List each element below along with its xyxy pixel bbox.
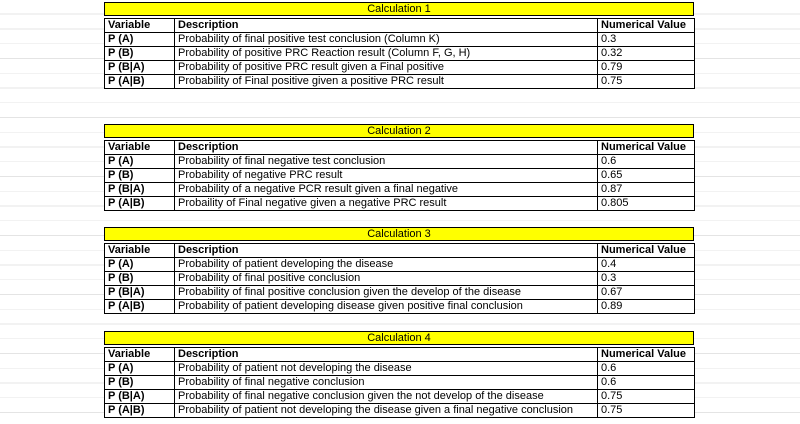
value-cell[interactable]: 0.79 [598, 61, 695, 75]
description-cell[interactable]: Probability of patient not developing the disease [175, 362, 598, 376]
table-row [105, 390, 695, 404]
variable-cell[interactable]: P (A|B) [105, 404, 175, 418]
table-row [105, 300, 695, 314]
value-cell[interactable]: 0.4 [598, 258, 695, 272]
description-cell[interactable]: Probaility of Final negative given a negative PRC result [175, 197, 598, 211]
table-title[interactable]: Calculation 1 [104, 2, 694, 16]
header-row [105, 244, 695, 258]
table-row [105, 404, 695, 418]
column-header-value[interactable]: Numerical Value [598, 141, 695, 155]
calc-grid [104, 140, 695, 211]
table-row [105, 258, 695, 272]
value-cell[interactable]: 0.75 [598, 75, 695, 89]
table-row [105, 169, 695, 183]
variable-cell[interactable]: P (B|A) [105, 390, 175, 404]
description-cell[interactable]: Probability of patient developing the disease [175, 258, 598, 272]
calc-grid [104, 243, 695, 314]
variable-cell[interactable]: P (B) [105, 169, 175, 183]
description-cell[interactable]: Probability of final positive test conclusion (Column K) [175, 33, 598, 47]
calc-table-3 [104, 227, 694, 314]
value-cell[interactable]: 0.805 [598, 197, 695, 211]
table-row [105, 376, 695, 390]
column-header-variable[interactable]: Variable [105, 19, 175, 33]
description-cell[interactable]: Probability of final negative conclusion given the not develop of the disease [175, 390, 598, 404]
value-cell[interactable]: 0.3 [598, 272, 695, 286]
variable-cell[interactable]: P (B|A) [105, 61, 175, 75]
description-cell[interactable]: Probability of patient not developing the disease given a final negative conclusion [175, 404, 598, 418]
description-cell[interactable]: Probability of positive PRC result given a Final positive [175, 61, 598, 75]
table-row [105, 155, 695, 169]
table-row [105, 33, 695, 47]
header-row [105, 19, 695, 33]
variable-cell[interactable]: P (B) [105, 376, 175, 390]
column-header-value[interactable]: Numerical Value [598, 244, 695, 258]
variable-cell[interactable]: P (B|A) [105, 286, 175, 300]
table-row [105, 47, 695, 61]
variable-cell[interactable]: P (A) [105, 33, 175, 47]
description-cell[interactable]: Probability of positive PRC Reaction result (Column F, G, H) [175, 47, 598, 61]
column-header-description[interactable]: Description [175, 244, 598, 258]
value-cell[interactable]: 0.75 [598, 390, 695, 404]
variable-cell[interactable]: P (A) [105, 362, 175, 376]
column-header-variable[interactable]: Variable [105, 141, 175, 155]
description-cell[interactable]: Probability of a negative PCR result given a final negative [175, 183, 598, 197]
value-cell[interactable]: 0.6 [598, 362, 695, 376]
column-header-value[interactable]: Numerical Value [598, 19, 695, 33]
value-cell[interactable]: 0.67 [598, 286, 695, 300]
value-cell[interactable]: 0.32 [598, 47, 695, 61]
table-row [105, 362, 695, 376]
table-title[interactable]: Calculation 4 [104, 331, 694, 345]
column-header-variable[interactable]: Variable [105, 348, 175, 362]
calc-table-2 [104, 124, 694, 211]
column-header-variable[interactable]: Variable [105, 244, 175, 258]
value-cell[interactable]: 0.6 [598, 376, 695, 390]
column-header-description[interactable]: Description [175, 19, 598, 33]
table-row [105, 272, 695, 286]
table-row [105, 197, 695, 211]
description-cell[interactable]: Probability of patient developing disease given positive final conclusion [175, 300, 598, 314]
variable-cell[interactable]: P (B|A) [105, 183, 175, 197]
table-row [105, 286, 695, 300]
table-row [105, 61, 695, 75]
description-cell[interactable]: Probability of final negative test conclusion [175, 155, 598, 169]
description-cell[interactable]: Probability of final positive conclusion given the develop of the disease [175, 286, 598, 300]
calc-grid [104, 347, 695, 418]
calc-table-4 [104, 331, 694, 418]
table-title[interactable]: Calculation 3 [104, 227, 694, 241]
variable-cell[interactable]: P (B) [105, 272, 175, 286]
description-cell[interactable]: Probability of final positive conclusion [175, 272, 598, 286]
column-header-description[interactable]: Description [175, 141, 598, 155]
table-row [105, 75, 695, 89]
value-cell[interactable]: 0.89 [598, 300, 695, 314]
variable-cell[interactable]: P (B) [105, 47, 175, 61]
variable-cell[interactable]: P (A) [105, 258, 175, 272]
description-cell[interactable]: Probability of Final positive given a positive PRC result [175, 75, 598, 89]
value-cell[interactable]: 0.6 [598, 155, 695, 169]
value-cell[interactable]: 0.75 [598, 404, 695, 418]
value-cell[interactable]: 0.65 [598, 169, 695, 183]
value-cell[interactable]: 0.3 [598, 33, 695, 47]
header-row [105, 348, 695, 362]
table-title[interactable]: Calculation 2 [104, 124, 694, 138]
variable-cell[interactable]: P (A|B) [105, 75, 175, 89]
column-header-value[interactable]: Numerical Value [598, 348, 695, 362]
description-cell[interactable]: Probability of negative PRC result [175, 169, 598, 183]
value-cell[interactable]: 0.87 [598, 183, 695, 197]
variable-cell[interactable]: P (A) [105, 155, 175, 169]
variable-cell[interactable]: P (A|B) [105, 300, 175, 314]
variable-cell[interactable]: P (A|B) [105, 197, 175, 211]
header-row [105, 141, 695, 155]
calc-table-1 [104, 2, 694, 89]
calc-grid [104, 18, 695, 89]
description-cell[interactable]: Probability of final negative conclusion [175, 376, 598, 390]
table-row [105, 183, 695, 197]
column-header-description[interactable]: Description [175, 348, 598, 362]
